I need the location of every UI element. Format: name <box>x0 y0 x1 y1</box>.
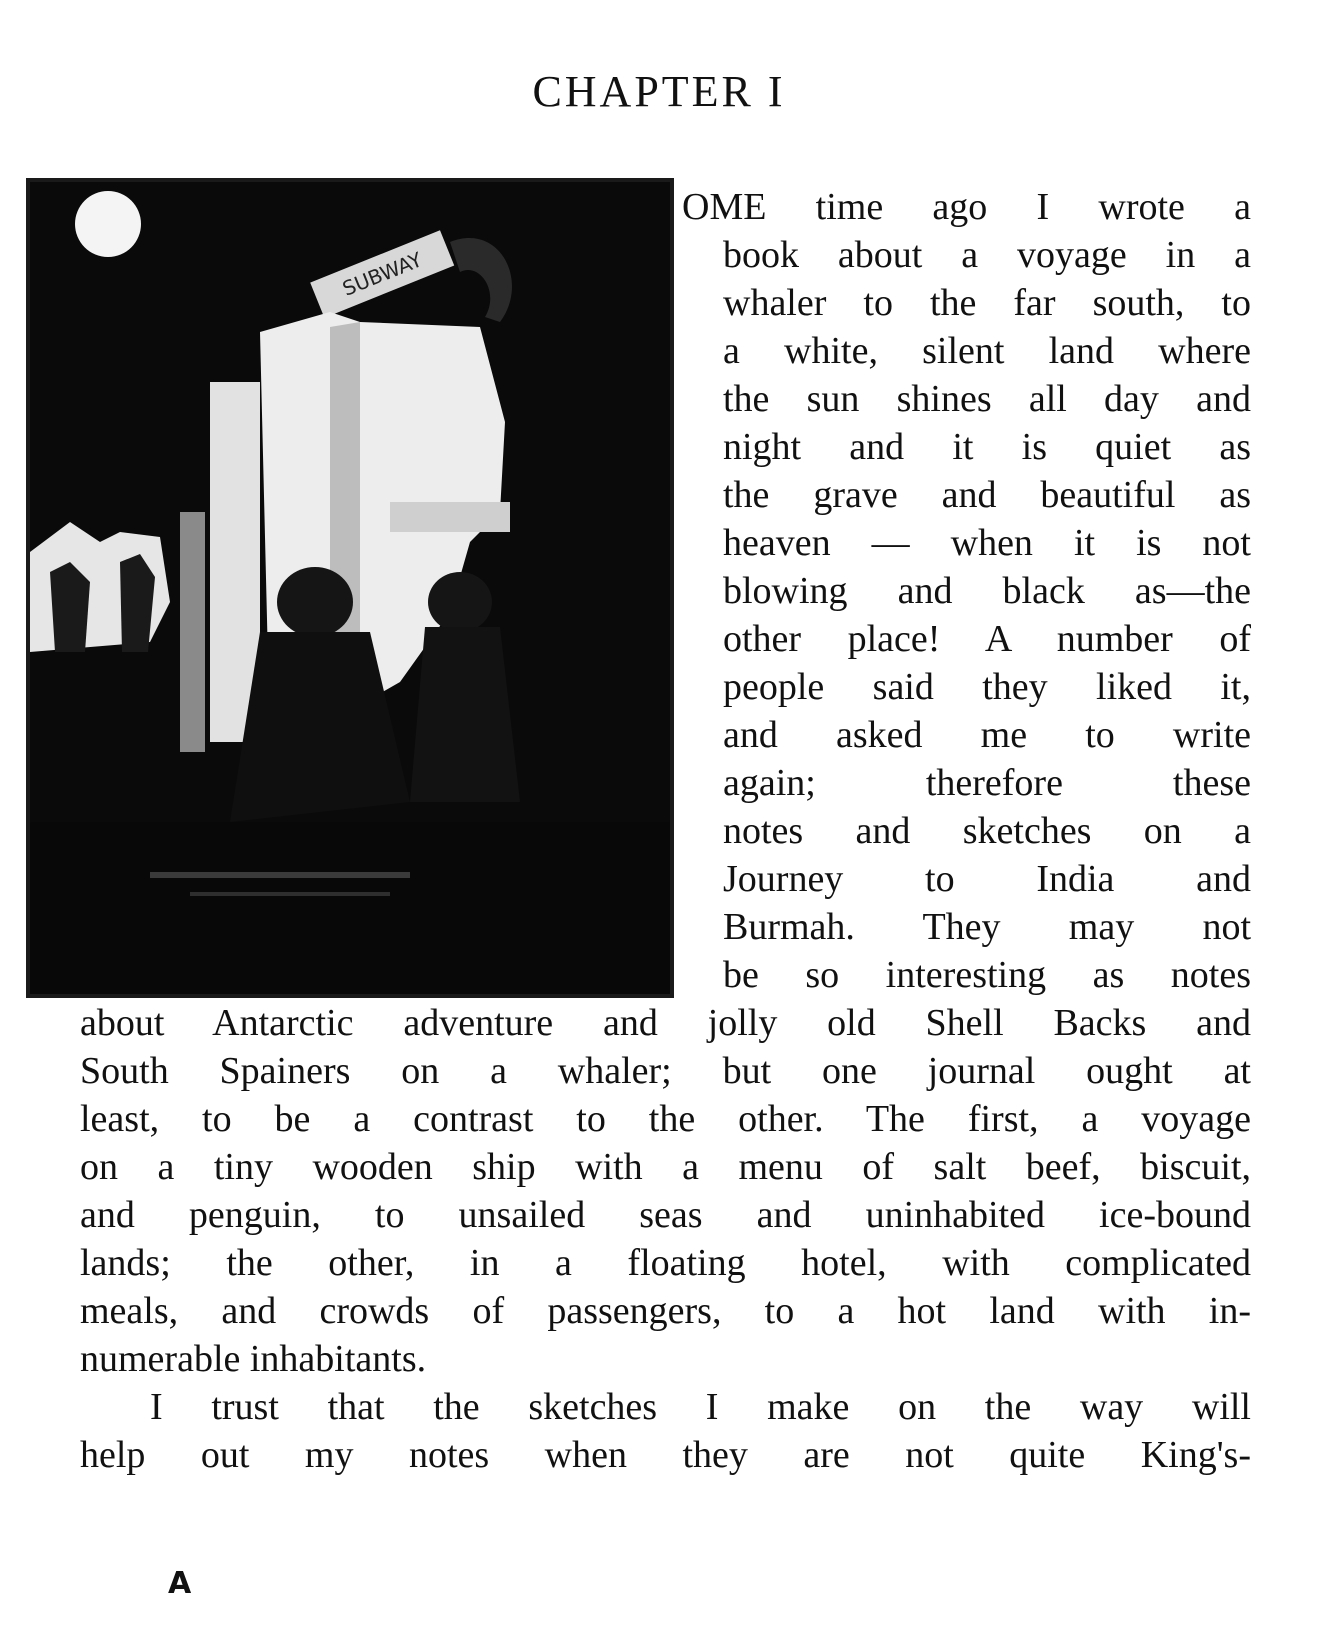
text-line: be so interesting as notes <box>723 954 1251 996</box>
text-line: lands; the other, in a floating hotel, with complicated <box>80 1242 1251 1284</box>
station-photograph <box>30 182 670 994</box>
text-line: whaler to the far south, to <box>723 282 1251 324</box>
text-line: again; therefore these <box>723 762 1251 804</box>
station-sign-text: SUBWAY <box>339 247 426 301</box>
lamp-icon <box>75 191 141 257</box>
text-line: book about a voyage in a <box>723 234 1251 276</box>
text-line: and penguin, to unsailed seas and uninhabited ice-bound <box>80 1194 1251 1236</box>
illustration-plate <box>26 178 674 998</box>
text-line: the sun shines all day and <box>723 378 1251 420</box>
text-line: night and it is quiet as <box>723 426 1251 468</box>
text-line: people said they liked it, <box>723 666 1251 708</box>
text-line: meals, and crowds of passengers, to a hot land with in- <box>80 1290 1251 1332</box>
text-line: other place! A number of <box>723 618 1251 660</box>
text-line: South Spainers on a whaler; but one journal ought at <box>80 1050 1251 1092</box>
text-line: help out my notes when they are not quite King's- <box>80 1434 1251 1476</box>
text-line: a white, silent land where <box>723 330 1251 372</box>
text-line: numerable inhabitants. <box>80 1338 427 1380</box>
text-line: notes and sketches on a <box>723 810 1251 852</box>
text-line: the grave and beautiful as <box>723 474 1251 516</box>
text-line: OME time ago I wrote a <box>682 186 1251 228</box>
text-line: blowing and black as—the <box>723 570 1251 612</box>
text-line: about Antarctic adventure and jolly old Shell Backs and <box>80 1002 1251 1044</box>
text-line: I trust that the sketches I make on the way will <box>150 1386 1251 1428</box>
text-line: least, to be a contrast to the other. The first, a voyage <box>80 1098 1251 1140</box>
text-line: Burmah. They may not <box>723 906 1251 948</box>
chapter-heading: CHAPTER I <box>532 67 786 116</box>
text-line: Journey to India and <box>723 858 1251 900</box>
text-line: and asked me to write <box>723 714 1251 756</box>
text-line: on a tiny wooden ship with a menu of salt beef, biscuit, <box>80 1146 1251 1188</box>
text-line: heaven — when it is not <box>723 522 1251 564</box>
signature-mark: A <box>168 1566 192 1601</box>
